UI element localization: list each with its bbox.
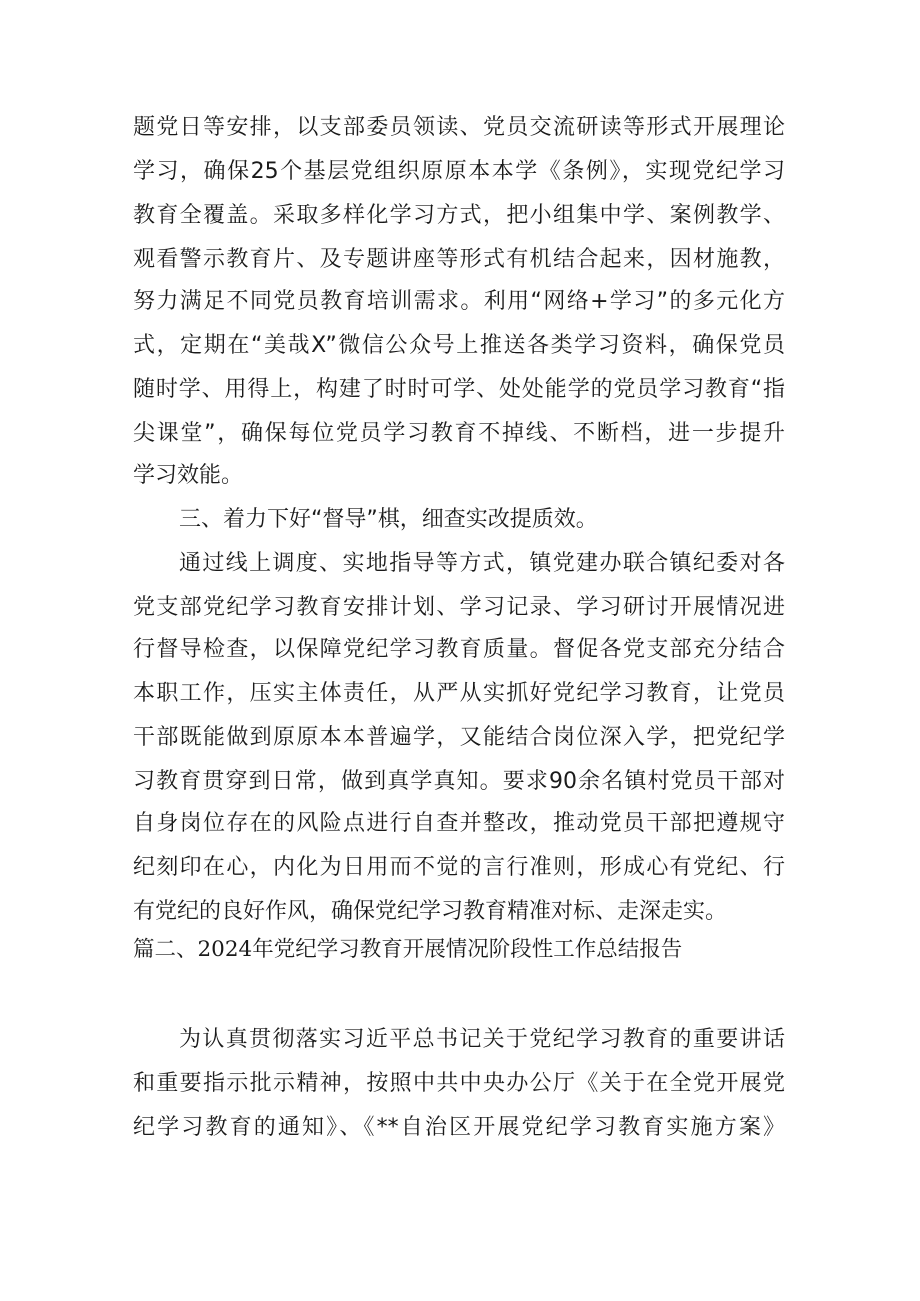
paragraph-line: 学习，确保25个基层党组织原原本本学《条例》，实现党纪学习	[133, 159, 785, 184]
paragraph-line: 和重要指示批示精神，按照中共中央办公厅《关于在全党开展党	[133, 1071, 785, 1096]
paragraph-line: 党支部党纪学习教育安排计划、学习记录、学习研讨开展情况进	[133, 595, 785, 620]
paragraph-line: 干部既能做到原原本本普遍学，又能结合岗位深入学，把党纪学	[133, 725, 785, 750]
paragraph-line: 教育全覆盖。采取多样化学习方式，把小组集中学、案例教学、	[133, 203, 785, 228]
paragraph-line: 式，定期在“美哉X”微信公众号上推送各类学习资料，确保党员	[133, 333, 785, 358]
paragraph-line: 本职工作，压实主体责任，从严从实抓好党纪学习教育，让党员	[133, 681, 785, 706]
paragraph-line: 行督导检查，以保障党纪学习教育质量。督促各党支部充分结合	[133, 637, 785, 662]
paragraph-line: 尖课堂”，确保每位党员学习教育不掉线、不断档，进一步提升	[133, 421, 785, 446]
paragraph-line: 题党日等安排，以支部委员领读、党员交流研读等形式开展理论	[133, 115, 785, 140]
paragraph-line: 习教育贯穿到日常，做到真学真知。要求90余名镇村党员干部对	[133, 769, 785, 794]
paragraph-line: 自身岗位存在的风险点进行自查并整改，推动党员干部把遵规守	[133, 811, 785, 836]
paragraph-line: 随时学、用得上，构建了时时可学、处处能学的党员学习教育“指	[133, 377, 785, 402]
paragraph-line: 有党纪的良好作风，确保党纪学习教育精准对标、走深走实。	[133, 899, 728, 924]
paragraph-line: 观看警示教育片、及专题讲座等形式有机结合起来，因材施教，	[133, 247, 785, 272]
paragraph-line: 通过线上调度、实地指导等方式，镇党建办联合镇纪委对各	[179, 551, 785, 576]
paragraph-line: 为认真贯彻落实习近平总书记关于党纪学习教育的重要讲话	[179, 1027, 785, 1052]
section-heading: 三、着力下好“督导”棋，细查实改提质效。	[179, 507, 598, 532]
paragraph-line: 纪学习教育的通知》、《**自治区开展党纪学习教育实施方案》	[133, 1115, 785, 1140]
paragraph-line: 努力满足不同党员教育培训需求。利用“网络+学习”的多元化方	[133, 289, 785, 314]
paragraph-line: 学习效能。	[133, 463, 244, 488]
paragraph-line: 纪刻印在心，内化为日用而不觉的言行准则，形成心有党纪、行	[133, 855, 785, 880]
article-title: 篇二、2024年党纪学习教育开展情况阶段性工作总结报告	[133, 937, 683, 962]
